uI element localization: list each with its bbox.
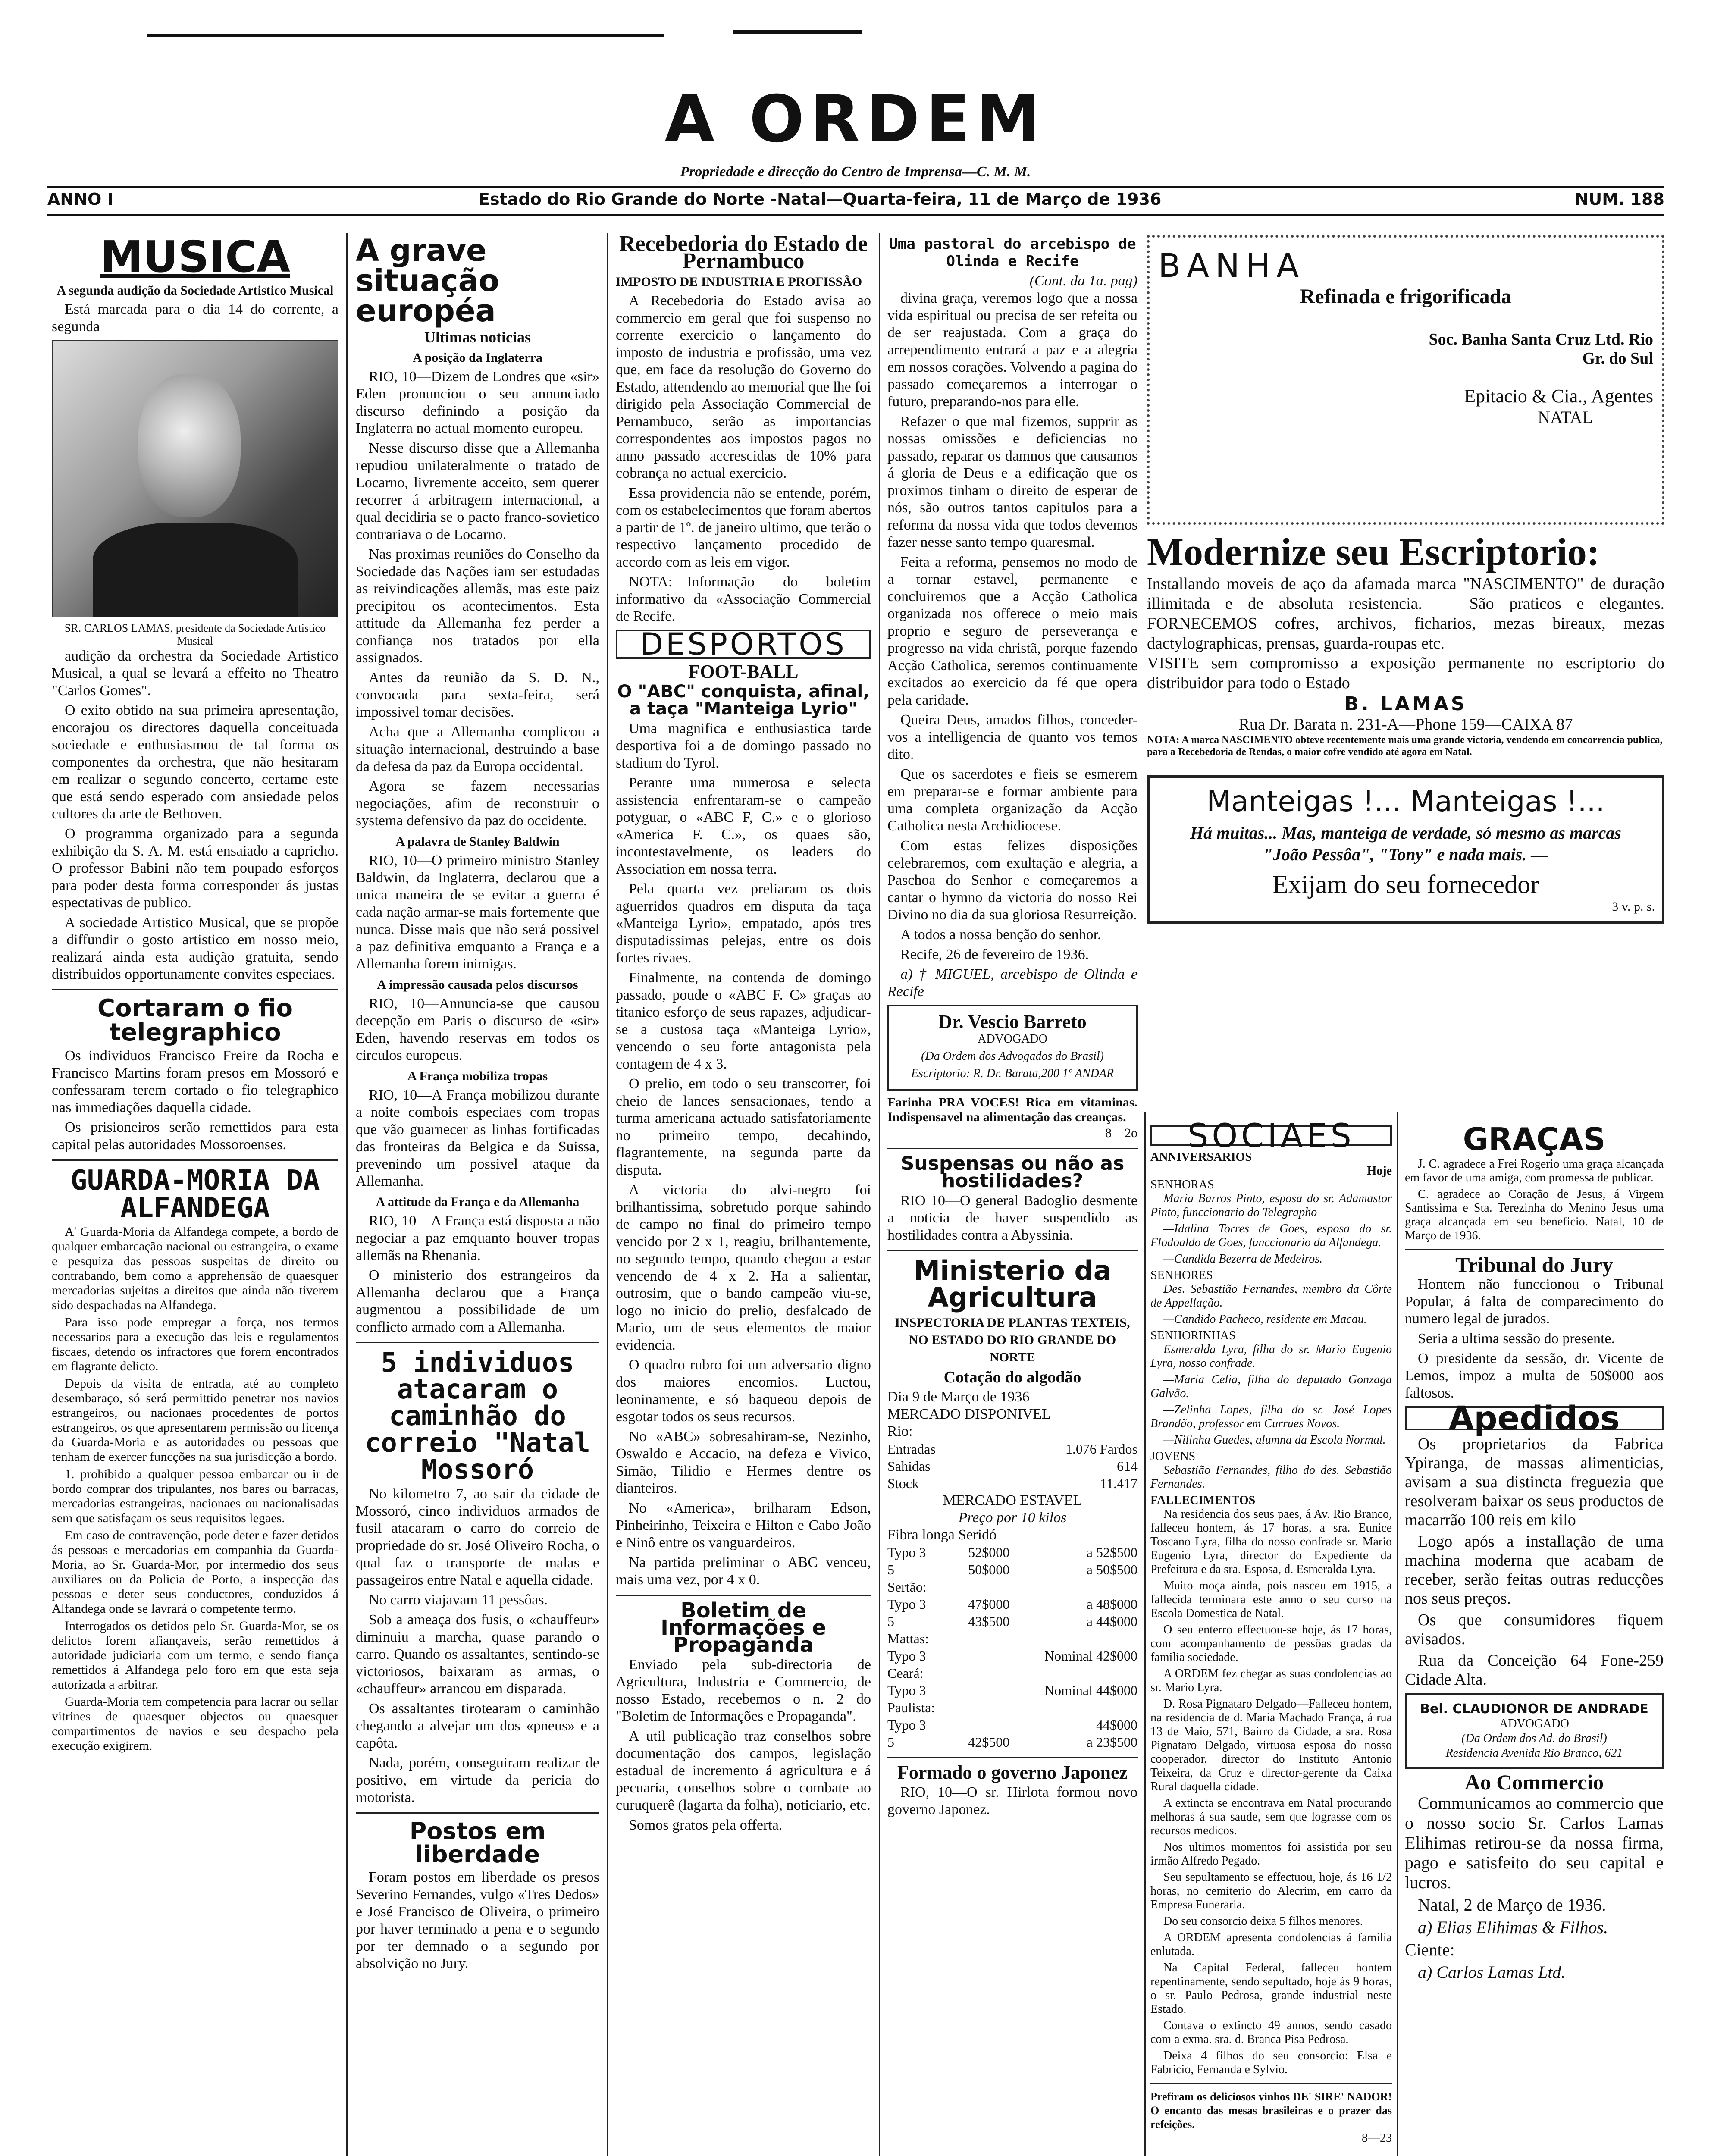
paragraph: Communicamos ao commercio que o nosso socio Sr. Carlos Lamas Elihimas retirou-se da nossa firma, pago e satisfeito do seu capital e lucros.	[1405, 1793, 1664, 1892]
table-cell: a 23$500	[1086, 1734, 1138, 1750]
banha-city: NATAL	[1538, 407, 1593, 427]
paragraph: Muito moça ainda, pois nasceu em 1915, a fallecida terminara este anno o seu curso na Escola Domestica de Natal.	[1150, 1579, 1392, 1620]
table-cell: 614	[1117, 1458, 1138, 1474]
paragraph: J. C. agradece a Frei Rogerio uma graça alcançada em favor de uma amiga, com promessa de publicar.	[1405, 1157, 1664, 1185]
paragraph: Interrogados os detidos pelo Sr. Guarda-Mor, se os delictos forem afiançaveis, serão remettidos á autoridade judiciaria com um termo, e sendo fiança remettidos á Alfandega pelo foro em que esta seja autorizada a arbitrar.	[52, 1619, 338, 1692]
divider	[887, 1148, 1138, 1149]
table-row	[887, 1630, 1138, 1647]
paragraph: Nada, porém, conseguiram realizar de positivo, em virtude da pericia do motorista.	[356, 1755, 599, 1805]
column-rule	[607, 233, 608, 2156]
table-cell: Typo 3	[887, 1717, 926, 1733]
paragraph: Foram postos em liberdade os presos Severino Fernandes, vulgo «Tres Dedos» e José Francisco de Oliveira, o primeiro por haver terminado a pena e o segundo por ter demnado o a segundo por absolvição no Jury.	[356, 1869, 599, 1971]
article-title-liberdade: Postos em liberdade	[409, 1818, 546, 1868]
group-head: JOVENS	[1150, 1450, 1196, 1463]
modernize-visit: VISITE sem compromisso a exposição permanente no escriptorio do distribuidor para todo o Estado	[1147, 654, 1664, 692]
divider	[1150, 2083, 1392, 2084]
paragraph: Está marcada para o dia 14 do corrente, a segunda	[52, 301, 338, 335]
table-cell	[1009, 1664, 1138, 1682]
paragraph: O quadro rubro foi um adversario digno dos maiores encomios. Luctou, leoninamente, e só baqueou depois de esgotar todos os seus recursos.	[616, 1357, 871, 1425]
paragraph: RIO, 10—O primeiro ministro Stanley Baldwin, da Inglaterra, declarou que a unica maneira de se evitar a guerra é cada nação armar-se mais fortemente que nunca. Disse mais que não será possivel a paz definitiva emquanto a França e a Allemanha forem inimigas.	[356, 852, 599, 972]
column-6	[1405, 1121, 1664, 2156]
table-cell	[953, 1682, 1009, 1699]
paragraph: Acha que a Allemanha complicou a situação internacional, destruindo a base da defesa da paz da Europa occidental.	[356, 724, 599, 774]
section-title-gracas: GRAÇAS	[1463, 1121, 1606, 1157]
divider	[887, 1757, 1138, 1758]
table-cell	[953, 1630, 1009, 1647]
paragraph: Guarda-Moria tem competencia para lacrar ou sellar vitrines de quaesquer objectos ou quaesquer compartimentos de navios e seu despacho pela execução exigirem.	[52, 1695, 338, 1753]
paragraph: Em caso de contravenção, pode deter e fazer detidos ás pessoas e mercadorias em companhia da Guarda-Moria, ao Sr. Guarda-Mor, por intermedio dos seus auxiliares ou da Policia de Porto, a inspecção das pessoas e deter seus conductores, conduzidos á Alfandega onde se lavrará o competente termo.	[52, 1528, 338, 1616]
paragraph: RIO, 10—O sr. Hirlota formou novo governo Japonez.	[887, 1784, 1138, 1818]
table-cell: 52$000	[968, 1545, 1010, 1560]
table-row	[887, 1561, 1138, 1578]
cotacao-date: Dia 9 de Março de 1936	[887, 1389, 1030, 1405]
paragraph: Na residencia dos seus paes, á Av. Rio Branco, falleceu hontem, ás 17 horas, a sra. Eunice Toscano Lyra, filha do nosso confrade sr. Mario Eugenio Lyra, director do Expediente da Prefeitura e da sra. Esposa, d. Esmeralda Lyra.	[1150, 1507, 1392, 1576]
masthead-rule	[47, 186, 1664, 188]
paragraph: Com estas felizes disposições celebraremos, com exultação e alegria, a Paschoa do Senhor e começaremos a cantar o hymno da victoria do nosso Rei Divino no dia da sua gloriosa Resurreição.	[887, 838, 1138, 923]
table-row	[887, 1544, 1138, 1561]
paragraph: —Maria Celia, filha do deputado Gonzaga Galvão.	[1150, 1373, 1392, 1400]
table-cell	[953, 1578, 1009, 1595]
table-cell	[1009, 1630, 1138, 1647]
section-head: A attitude da França e da Allemanha	[376, 1195, 580, 1209]
table-row	[887, 1613, 1138, 1630]
paragraph: A Recebedoria do Estado avisa ao commercio em geral que foi suspenso no corrente exercicio o lançamento do imposto de industria e profissão, uma vez que, em face da resolução do Governo do Estado, attendendo ao memorial que lhe foi dirigido pela Associação Commercial de Pernambuco, serão as importancias correspondentes aos impostos pagos no anno passado accrescidas de 10% para cobrança no actual exercicio.	[616, 293, 871, 481]
paragraph: Antes da reunião da S. D. N., convocada para sexta-feira, será impossivel tomar decisões.	[356, 670, 599, 720]
article-title-assalto: 5 individuos atacaram o caminhão do correio "Natal Mossoró	[365, 1347, 590, 1485]
table-cell: 5	[887, 1734, 894, 1750]
section-banner-apedidos: Apedidos	[1405, 1406, 1664, 1430]
table-cell: Typo 3	[887, 1683, 926, 1698]
paragraph: No «ABC» sobresahiram-se, Nezinho, Oswaldo e Accacio, na defeza e Vivico, Simão, Tilidio e Hermes dentre os dianteiros.	[616, 1429, 871, 1496]
table-cell: a 52$500	[1086, 1545, 1138, 1560]
paragraph: Os individuos Francisco Freire da Rocha e Francisco Martins foram presos em Mossoró e confessaram terem cortado o fio telegraphico nas immediações daquella cidade.	[52, 1048, 338, 1116]
paragraph: O ministerio dos estrangeiros da Allemanha declarou que a França augmentou a possibilidade de um conflicto armado com a Allemanha.	[356, 1267, 599, 1335]
paragraph: A extincta se encontrava em Natal procurando melhoras á sua saude, sem que lograsse com os recursos medicos.	[1150, 1796, 1392, 1837]
article-title-musica: MUSICA	[100, 233, 290, 282]
table-cell: Nominal 44$000	[1044, 1683, 1138, 1698]
paragraph: Sob a ameaça dos fusis, o «chauffeur» diminuiu a marcha, quase parando o carro. Quando os assaltantes, sentindo-se victoriosos, baixaram as armas, o «chauffeur» arrancou em disparada.	[356, 1612, 599, 1697]
paragraph: A ORDEM apresenta condolencias á familia enlutada.	[1150, 1931, 1392, 1958]
article-subtitle: Ultimas noticias	[424, 329, 531, 346]
info-bar	[47, 190, 1664, 210]
paragraph: —Candido Pacheco, residente em Macau.	[1163, 1313, 1367, 1326]
divider	[887, 1250, 1138, 1251]
section-head: Cotação do algodão	[943, 1368, 1081, 1386]
table-cell: Typo 3	[887, 1648, 926, 1664]
section-head: FOOT-BALL	[688, 661, 799, 682]
paragraph: No «America», brilharam Edson, Pinheirinho, Teixeira e Hilton e Cabo João e Ninô entre os vanguardeiros.	[616, 1500, 871, 1551]
paragraph: Queira Deus, amados filhos, conceder-vos a intelligencia de quanto vos temos dito.	[887, 712, 1138, 762]
paragraph: —Zelinha Lopes, filha do sr. José Lopes Brandão, professor em Currues Novos.	[1150, 1403, 1392, 1430]
table-row	[887, 1440, 1138, 1457]
lawyer-org: (Da Ordem dos Advogados do Brasil)	[921, 1050, 1104, 1063]
section-head: FALLECIMENTOS	[1150, 1494, 1256, 1507]
paragraph: Recife, 26 de fevereiro de 1936.	[900, 946, 1089, 962]
paragraph: Seria a ultima sessão do presente.	[1418, 1331, 1615, 1347]
cotacao-table-prices	[887, 1544, 1138, 1751]
lawyer-name: Bel. CLAUDIONOR DE ANDRADE	[1420, 1702, 1648, 1717]
manteigas-title: Manteigas !... Manteigas !...	[1206, 785, 1605, 818]
cotacao-table-rio	[887, 1440, 1138, 1492]
article-subhead: A segunda audição da Sociedade Artistico Musical	[56, 283, 334, 298]
section-head: A impressão causada pelos discursos	[377, 978, 578, 992]
manteigas-code: 3 v. p. s.	[1612, 899, 1655, 914]
section-banner-sociaes: SOCIAES	[1150, 1125, 1392, 1146]
table-cell	[953, 1647, 1009, 1664]
table-cell: a 50$500	[1086, 1562, 1138, 1577]
modernize-name: B. LAMAS	[1344, 693, 1467, 715]
modernize-text: Installando moveis de aço da afamada marca "NASCIMENTO" de duração illimitada e de absoluta resistencia. — São praticos e elegantes. FORNECEMOS cofres, archivos, ficharios, mezas bireaux, mezas dactylographicas, prensas, guarda-roupas etc.	[1147, 575, 1664, 652]
paragraph: —Nilinha Guedes, alumna da Escola Normal.	[1163, 1433, 1386, 1447]
article-title-boletim: Boletim de Informações e Propaganda	[661, 1598, 826, 1657]
paragraph: —Candida Bezerra de Medeiros.	[1163, 1252, 1323, 1266]
divider	[356, 1342, 599, 1343]
table-cell: Entradas	[887, 1441, 936, 1457]
table-cell	[1009, 1699, 1138, 1716]
article-title-recebedoria: Recebedoria do Estado de Pernambuco	[619, 233, 868, 273]
table-cell: Paulista:	[887, 1700, 935, 1715]
paragraph: Depois da visita de entrada, até ao completo desembaraço, só será permittido penetrar nos navios estrangeiros, ou nacionaes procedentes de portos estrangeiros, os que apresentarem permissão ou licença da Guarda-Moria e as autoridades ou pessoas que tenham de exercer funcções na sua jurisdicção a bordo.	[52, 1376, 338, 1464]
paragraph: Somos gratos pela offerta.	[629, 1817, 783, 1833]
table-cell: Sahidas	[887, 1458, 931, 1474]
lawyer-role: ADVOGADO	[1499, 1717, 1569, 1730]
paragraph: Na Capital Federal, falleceu hontem repentinamente, sendo sepultado, hoje ás 9 horas, o sr. Paulo Pedrosa, grande industrial neste Estado.	[1150, 1961, 1392, 2016]
paragraph: O prelio, em todo o seu transcorrer, foi cheio de lances sensacionaes, tendo a turma americana actuado satisfatoriamente no primeiro tempo, decahindo, flagrantemente, na segunda parte da disputa.	[616, 1076, 871, 1178]
infobar-rule	[47, 214, 1664, 216]
paragraph: Uma magnifica e enthusiastica tarde desportiva foi a de domingo passado no stadium do Tyrol.	[616, 721, 871, 771]
table-cell	[953, 1699, 1009, 1716]
table-cell: 43$500	[968, 1614, 1010, 1629]
section-head: INSPECTORIA DE PLANTAS TEXTEIS, NO ESTADO DO RIO GRANDE DO NORTE	[895, 1316, 1130, 1364]
paragraph: RIO, 10—A França está disposta a não negociar a paz emquanto houver tropas allemãs na Rhenania.	[356, 1213, 599, 1263]
paragraph: O seu enterro effectuou-se hoje, ás 17 horas, com acompanhamento de pessôas gradas da familia sociedade.	[1150, 1623, 1392, 1664]
table-row	[887, 1716, 1138, 1733]
paragraph: Para isso pode empregar a força, nos termos necessarios para a execução das leis e regulamentos fiscaes, detendo os infractores que forem encontrados em flagrante delicto.	[52, 1315, 338, 1373]
section-head: Hoje	[1367, 1164, 1392, 1178]
paragraph: Nos ultimos momentos foi assistida por seu irmão Alfredo Pegado.	[1150, 1840, 1392, 1868]
continuation-note: (Cont. da 1a. pag)	[1029, 273, 1138, 289]
signature: a) Elias Elihimas & Filhos.	[1418, 1918, 1608, 1937]
anno-label: ANNO I	[47, 190, 113, 209]
paragraph: RIO 10—O general Badoglio desmente a noticia de haver suspendido as hostilidades contra a Abyssinia.	[887, 1193, 1138, 1243]
article-title-hostilidades: Suspensas ou não as hostilidades?	[900, 1153, 1125, 1192]
section-head: A França mobiliza tropas	[407, 1069, 548, 1083]
top-rule-left	[147, 34, 664, 37]
divider	[52, 1159, 338, 1161]
table-cell: 11.417	[1100, 1476, 1138, 1491]
table-cell: a 44$000	[1086, 1614, 1138, 1629]
table-cell: 47$000	[968, 1596, 1010, 1612]
paragraph: Deixa 4 filhos do seu consorcio: Elsa e Fabricio, Fernanda e Sylvio.	[1150, 2049, 1392, 2076]
paragraph: O exito obtido na sua primeira apresentação, encorajou os directores daquella conceituada sociedade e enthusiasmou de tal forma os componentes da orchestra, que não hesitaram em realizar o segundo concerto, certame este que está sendo esperado com ansiedade pelos cultores da arte de Bethoven.	[52, 702, 338, 822]
divider	[616, 1595, 871, 1596]
table-row	[887, 1664, 1138, 1682]
portrait-suit	[93, 523, 298, 617]
table-row	[887, 1699, 1138, 1716]
paragraph: divina graça, veremos logo que a nossa vida espiritual ou precisa de ser refeita ou de ser reajustada. Com a graça do arrependimento entrará a paz e a alegria em nossos corações. Volvendo a pagina do passado começaremos a interrogar o futuro, preparando-nos para elle.	[887, 290, 1138, 410]
banha-subtitle: Refinada e frigorificada	[1300, 285, 1512, 308]
table-cell	[1009, 1578, 1138, 1595]
table-cell: 5	[887, 1562, 894, 1577]
paragraph: A ORDEM fez chegar as suas condolencias ao sr. Mario Lyra.	[1150, 1667, 1392, 1694]
section-head: A palavra de Stanley Baldwin	[395, 834, 560, 849]
cotacao-unit: Preço por 10 kilos	[958, 1510, 1067, 1526]
group-head: SENHORAS	[1150, 1178, 1214, 1191]
ads-top-block	[1147, 235, 1664, 1110]
group-head: SENHORINHAS	[1150, 1329, 1236, 1342]
table-cell: 5	[887, 1614, 894, 1629]
article-title-cortaram: Cortaram o fio telegraphico	[97, 994, 293, 1047]
section-head: A posição da Inglaterra	[413, 351, 542, 365]
section-banner-desportos: DESPORTOS	[616, 630, 871, 659]
column-3	[616, 233, 871, 2156]
cotacao-rio: Rio:	[887, 1423, 913, 1439]
article-title-pastoral: Uma pastoral do arcebispo de Olinda e Recife	[889, 235, 1136, 270]
paragraph: C. agradece ao Coração de Jesus, á Virgem Santissima e Sta. Terezinha do Menino Jesus uma graça alcançada em seu beneficio. Natal, 10 de Março de 1936.	[1405, 1188, 1664, 1242]
paragraph: Rua da Conceição 64 Fone-259 Cidade Alta.	[1405, 1651, 1664, 1689]
top-rule-right	[733, 30, 862, 34]
paragraph: No kilometro 7, ao sair da cidade de Mossoró, cinco individuos armados de fusil atacaram o carro do correio de propriedade do sr. José Oliveiro Rocha, o qual faz o transporte de malas e passageiros entre Natal e aquella cidade.	[356, 1486, 599, 1588]
banha-company: Soc. Banha Santa Cruz Ltd. Rio Gr. do Sul	[1429, 330, 1653, 367]
paragraph: Nas proximas reuniões do Conselho da Sociedade das Nações iam ser estudadas as reivindicações allemãs, mas este paiz precipitou os acontecimentos. Esta attitude da Allemanha fez perder a confiança nos tratados por ella assignados.	[356, 546, 599, 666]
ad-code: 8—23	[1362, 2131, 1392, 2145]
paragraph: A sociedade Artistico Musical, que se propõe a diffundir o gosto artistico em nosso meio, realizará ainda esta audição gratuita, sendo distribuidos opportunamente convites especiaes.	[52, 915, 338, 982]
newspaper-subtitle: Propriedade e direcção do Centro de Imprensa—C. M. M.	[680, 164, 1031, 180]
banha-agent: Epitacio & Cia., Agentes	[1464, 385, 1653, 407]
modernize-address: Rua Dr. Barata n. 231-A—Phone 159—CAIXA 87	[1238, 715, 1573, 733]
paragraph: RIO, 10—A França mobilizou durante a noite combois especiaes com tropas que vão guarnecer as linhas fortificadas das fronteiras da Belgica e da Suissa, prevenindo um possivel ataque da Allemanha.	[356, 1087, 599, 1189]
paragraph: Agora se fazem necessarias negociações, afim de reconstruir o systema defensivo da paz do occidente.	[356, 778, 599, 829]
banha-ad	[1147, 235, 1664, 525]
table-row	[887, 1475, 1138, 1492]
manteigas-ad	[1147, 775, 1664, 924]
signature: Ciente:	[1405, 1940, 1455, 1959]
paragraph: NOTA:—Informação do boletim informativo da «Associação Commercial de Recife.	[616, 574, 871, 624]
modernize-note: NOTA: A marca NASCIMENTO obteve recentemente mais uma grande victoria, vendendo em concorrencia publica, para a Recebedoria de Rendas, o maior cofre vendido até agora em Natal.	[1147, 734, 1663, 758]
cotacao-fibra: Fibra longa Seridó	[887, 1527, 997, 1543]
paragraph: Esmeralda Lyra, filha do sr. Mario Eugenio Lyra, nosso confrade.	[1150, 1343, 1392, 1370]
table-cell: Typo 3	[887, 1596, 926, 1612]
wine-ad: Prefiram os deliciosos vinhos DE' SIRE' NADOR! O encanto das mesas brasileiras e o prazer das refeições.	[1150, 2090, 1392, 2131]
paragraph: Feita a reforma, pensemos no modo de a tornar estavel, permanente e concluiremos que a Acção Catholica organizada nos offerece o meio mais proprio e seguro de perseverança e progresso na vida christã, porque fazendo Acção Catholica, seremos continuamente excitados ao exercicio da fé que opera pela caridade.	[887, 554, 1138, 708]
paragraph: Des. Sebastião Fernandes, membro da Côrte de Appellação.	[1150, 1282, 1392, 1310]
paragraph: A victoria do alvi-negro foi brilhantissima, sobretudo porque sahindo de campo no final do primeiro tempo vencido por 2 x 1, reagiu, brilhantemente, no segundo tempo, quando chegou a estar vencendo de 4 x 2. Ha a salientar, outrosim, que o bando campeão viu-se, logo no inicio do prelio, desfalcado de Mario, um de seus elementos de maior evidencia.	[616, 1182, 871, 1353]
paragraph: Hontem não funccionou o Tribunal Popular, á falta de comparecimento do numero legal de jurados.	[1405, 1276, 1664, 1327]
column-5	[1150, 1121, 1392, 2156]
paragraph: D. Rosa Pignataro Delgado—Falleceu hontem, na residencia de d. Maria Machado França, á rua 13 de Maio, 571, Bairro da Cidade, a sra. Rosa Pignataro Delgado, virtuosa esposa do nosso cooperador, director do Instituto Antonio Teixeira, da Cruz e director-gerente da Caixa Rural daquella cidade.	[1150, 1697, 1392, 1793]
paragraph: O programma organizado para a segunda exhibição da S. A. M. está ensaiado a capricho. O professor Babini não tem poupado esforços para poder desta forma corresponder ás justas espectativas de publico.	[52, 826, 338, 911]
article-title-agricultura: Ministerio da Agricultura	[913, 1255, 1112, 1313]
paragraph: Os prisioneiros serão remettidos para esta capital pelas autoridades Mossoroenses.	[52, 1119, 338, 1153]
manteigas-text: Há muitas... Mas, manteiga de verdade, só mesmo as marcas "João Pessôa", "Tony" e nada mais. —	[1190, 823, 1621, 864]
paragraph: Do seu consorcio deixa 5 filhos menores.	[1163, 1915, 1363, 1928]
table-cell: 44$000	[1096, 1717, 1138, 1733]
column-rule	[879, 233, 880, 2156]
paragraph: Na partida preliminar o ABC venceu, mais uma vez, por 4 x 0.	[616, 1554, 871, 1588]
paragraph: O presidente da sessão, dr. Vicente de Lemos, impoz a multa de 50$000 aos faltosos.	[1405, 1351, 1664, 1401]
newspaper-title: A ORDEM	[664, 82, 1047, 157]
lawyer-name: Dr. Vescio Barreto	[938, 1011, 1087, 1032]
paragraph: Nesse discurso disse que a Allemanha repudiou unilateralmente o tratado de Locarno, livremente acceito, sem querer recorrer á arbitragem internacional, a qual decidiria se o pacto franco-sovietico contrariava o de Locarno.	[356, 440, 599, 542]
paragraph: Finalmente, na contenda de domingo passado, poude o «ABC F. C» graças ao titanico esforço de seus rapazes, adjudicar-se a custosa taça «Manteiga Lyrio», vencendo o seu forte antagonista pela contagem de 4 x 3.	[616, 970, 871, 1072]
section-head: ANNIVERSARIOS	[1150, 1150, 1252, 1164]
article-title-guarda-moria: GUARDA-MORIA DA ALFANDEGA	[70, 1165, 320, 1224]
section-title-tribunal: Tribunal do Jury	[1455, 1253, 1613, 1277]
paragraph: A todos a nossa benção do senhor.	[900, 927, 1101, 943]
table-row	[887, 1595, 1138, 1613]
table-cell: 1.076 Fardos	[1065, 1441, 1138, 1457]
paragraph: —Idalina Torres de Goes, esposa do sr. Flodoaldo de Goes, funccionario da Alfandega.	[1150, 1222, 1392, 1249]
paragraph: Sebastião Fernandes, filho do des. Sebastião Fernandes.	[1150, 1463, 1392, 1491]
column-rule	[1144, 1112, 1146, 2156]
cotacao-market: MERCADO DISPONIVEL	[887, 1406, 1051, 1422]
column-1	[52, 233, 338, 2156]
table-cell: Mattas:	[887, 1631, 929, 1646]
table-cell: Typo 3	[887, 1545, 926, 1560]
paragraph: Enviado pela sub-directoria de Agricultura, Industria e Commercio, de nosso Estado, recebemos o n. 2 do "Boletim de Informações e Propaganda".	[616, 1657, 871, 1724]
table-row	[887, 1733, 1138, 1751]
signature: a) † MIGUEL, arcebispo de Olinda e Recife	[887, 966, 1138, 1000]
article-title-japao: Formado o governo Japonez	[897, 1762, 1128, 1783]
paragraph: Seu sepultamento se effectuou, hoje, ás 16 1/2 horas, no cemiterio do Alecrim, em carro da Empresa Funeraria.	[1150, 1871, 1392, 1912]
table-row	[887, 1647, 1138, 1664]
paragraph: Refazer o que mal fizemos, supprir as nossas omissões e deficiencias no passado, reparar os damnos que causamos á gloria de Deus e a edificação que os proximos tinham o direito de esperar de nós, são outros tantos capitulos para a reforma da nossa vida que todos devemos fazer nesse santo tempo quaresmal.	[887, 414, 1138, 550]
lawyer-address: Escriptorio: R. Dr. Barata,200 1º ANDAR	[911, 1067, 1114, 1080]
modernize-title: Modernize seu Escriptorio:	[1147, 531, 1600, 573]
paragraph: A' Guarda-Moria da Alfandega compete, a bordo de qualquer embarcação nacional ou estrangeira, o exame e pesquiza das pessoas suspeitas de direito ou contrabando, bem como a apprehensão de quaesquer mercadorias sujeitas a direitos que ainda não tiverem sido despachadas na Alfandega.	[52, 1225, 338, 1312]
group-head: SENHORES	[1150, 1269, 1213, 1282]
column-rule	[1397, 1112, 1398, 2156]
banha-title: BANHA	[1158, 246, 1305, 285]
table-row	[887, 1682, 1138, 1699]
paragraph: Perante uma numerosa e selecta assistencia enfrentaram-se o campeão potyguar, o «ABC F, C.» e o glorioso «America F. C.», os quaes são, incontestavelmente, os leaders do Association em nossa terra.	[616, 775, 871, 877]
table-cell: Ceará:	[887, 1665, 924, 1681]
article-title-abc: O "ABC" conquista, afinal, a taça "Manteiga Lyrio"	[617, 682, 870, 719]
paragraph: Contava o extincto 49 annos, sendo casado com a exma. sra. d. Branca Pisa Pedrosa.	[1150, 2019, 1392, 2046]
dateline: Estado do Rio Grande do Norte -Natal—Quarta-feira, 11 de Março de 1936	[479, 190, 1162, 209]
column-2	[356, 233, 599, 2156]
divider	[52, 989, 338, 990]
lawyer-role: ADVOGADO	[978, 1032, 1047, 1046]
paragraph: Os que consumidores fiquem avisados.	[1405, 1611, 1664, 1648]
paragraph: Que os sacerdotes e fieis se esmerem em preparar-se e formar ambiente para uma completa organização da Acção Catholica nesta Archidiocese.	[887, 766, 1138, 834]
table-cell: Nominal 42$000	[1044, 1648, 1138, 1664]
lawyer-org: (Da Ordem dos Ad. do Brasil)	[1461, 1732, 1607, 1745]
ad-code: 8—2o	[1105, 1126, 1138, 1140]
portrait-photo	[52, 340, 338, 617]
portrait-face	[138, 374, 241, 517]
paragraph: 1. prohibido a qualquer pessoa embarcar ou ir de bordo comprar dos tripulantes, nos bares ou barracas, mercadorias estrangeiras, nacionaes ou nacionalisadas sem que satisfaçam os seus requisitos legaes.	[52, 1467, 338, 1525]
paragraph: Maria Barros Pinto, esposa do sr. Adamastor Pinto, funccionario do Telegrapho	[1150, 1192, 1392, 1219]
section-head: IMPOSTO DE INDUSTRIA E PROFISSÃO	[616, 275, 862, 289]
paragraph: audição da orchestra da Sociedade Artistico Musical, a qual se levará a effeito no Theatro "Carlos Gomes".	[52, 648, 338, 699]
table-cell: Stock	[887, 1476, 919, 1491]
cotacao-market-state: MERCADO ESTAVEL	[943, 1492, 1082, 1508]
table-cell: Sertão:	[887, 1579, 927, 1595]
table-cell: a 48$000	[1086, 1596, 1138, 1612]
table-cell	[953, 1716, 1009, 1733]
photo-caption: SR. CARLOS LAMAS, presidente da Sociedade Artistico Musical	[64, 622, 326, 647]
column-rule	[346, 233, 348, 2156]
table-cell	[953, 1664, 1009, 1682]
farinha-ad: Farinha PRA VOCES! Rica em vitaminas. Indispensavel na alimentação das creanças.	[887, 1095, 1138, 1124]
paragraph: Os proprietarios da Fabrica Ypiranga, de massas alimenticias, avisam a sua distincta freguezia que resolveram baixar os seus productos de macarrão 100 reis em kilo	[1405, 1435, 1664, 1529]
column-4	[887, 233, 1138, 2156]
table-row	[887, 1457, 1138, 1475]
divider	[1405, 1249, 1664, 1250]
issue-number: NUM. 188	[1575, 190, 1664, 209]
table-row	[887, 1578, 1138, 1595]
paragraph: RIO, 10—Dizem de Londres que «sir» Eden pronunciou o seu annunciado discurso definindo a posição da Inglaterra no actual momento europeu.	[356, 369, 599, 436]
lawyer-card-2	[1405, 1693, 1664, 1769]
lawyer-card	[887, 1005, 1138, 1091]
divider	[356, 1812, 599, 1814]
paragraph: Essa providencia não se entende, porém, com os estabelecimentos que foram abertos a partir de 1º. de janeiro ultimo, que terão o respectivo lançamento procedido de accordo com as leis em vigor.	[616, 485, 871, 570]
manteigas-cta: Exijam do seu fornecedor	[1272, 870, 1539, 899]
paragraph: No carro viajavam 11 pessôas.	[369, 1592, 548, 1608]
paragraph: Os assaltantes tirotearam o caminhão chegando a alvejar um dos «pneus» e a capôta.	[356, 1701, 599, 1751]
article-title-situacao: A grave situação européa	[356, 233, 500, 329]
paragraph: A util publicação traz conselhos sobre documentação dos campos, legislação estadual de incremento á agricultura e á pecuaria, conselhos sobre o combate ao curuquerê (lagarta da folha), noticiario, etc.	[616, 1728, 871, 1813]
paragraph: Natal, 2 de Março de 1936.	[1418, 1895, 1606, 1915]
section-title-commercio: Ao Commercio	[1464, 1770, 1604, 1794]
table-cell: 42$500	[968, 1734, 1010, 1750]
paragraph: RIO, 10—Annuncia-se que causou decepção em Paris o discurso de «sir» Eden, havendo reservas em todos os circulos europeus.	[356, 996, 599, 1063]
lawyer-residence: Residencia Avenida Rio Branco, 621	[1445, 1746, 1623, 1760]
paragraph: Pela quarta vez preliaram os dois aguerridos quadros em disputa da taça «Manteiga Lyrio», empatado, após tres disputadissimas pelejas, entre os dois fortes rivaes.	[616, 881, 871, 966]
table-cell: 50$000	[968, 1562, 1010, 1577]
paragraph: Logo após a installação de uma machina moderna que acabam de receber, serão feitas outras reducções nos seus preços.	[1405, 1532, 1664, 1608]
signature: a) Carlos Lamas Ltd.	[1418, 1962, 1566, 1982]
